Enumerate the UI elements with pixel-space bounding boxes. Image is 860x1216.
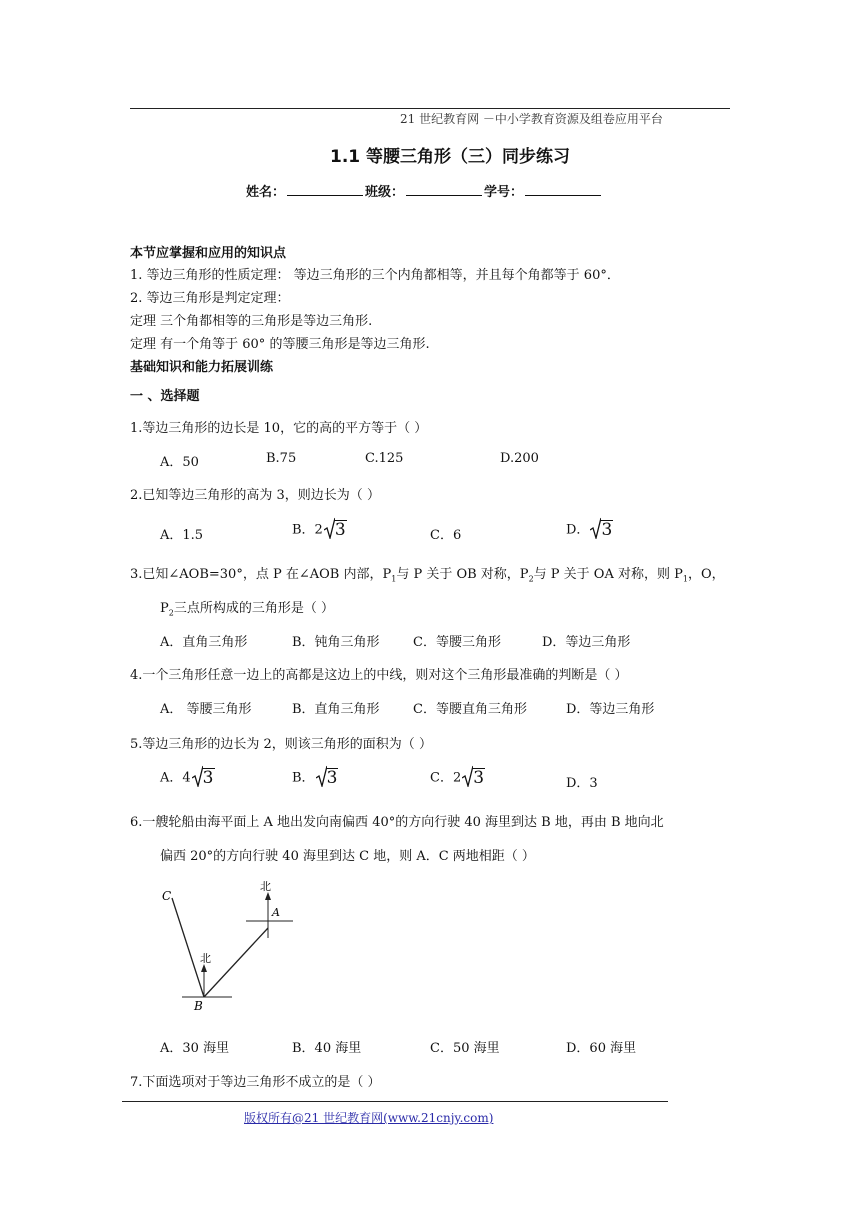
question-6-option-c: C．50 海里 [430,1041,500,1056]
knowledge-line-2: 2. 等边三角形是判定定理： [130,291,290,306]
footer-copyright-link[interactable]: 版权所有@21 世纪教育网(www.21cnjy.com) [244,1111,494,1125]
question-4-option-a: A． 等腰三角形 [160,702,252,717]
figure-label-north-top: 北 [260,880,271,893]
sqrt-symbol [192,765,215,787]
subscript: 1 [682,574,688,584]
question-3-stem-b: 与 P 关于 OB 对称，P [396,567,529,582]
question-3-stem-a: 3.已知∠AOB=30°，点 P 在∠AOB 内部，P [130,567,392,582]
figure-label-b: B [194,999,203,1013]
subscript: 1 [391,574,397,584]
question-5-option-c [430,765,485,787]
figure-label-north-bottom: 北 [200,952,211,965]
class-label: 班级： [365,185,405,200]
question-5-option-c-radicand: 3 [473,768,485,788]
question-5-option-a [160,765,215,787]
question-5-option-b [292,765,338,787]
sqrt-symbol [462,765,485,787]
question-1-option-d: D.200 [500,451,539,466]
question-4-option-b: B．直角三角形 [292,702,380,717]
question-5-stem: 5.等边三角形的边长为 2，则该三角形的面积为（ ） [130,737,432,752]
question-6-stem-line-1: 6.一艘轮船由海平面上 A 地出发向南偏西 40°的方向行驶 40 海里到达 B 地，再由 B 地向北 [130,815,664,830]
header-text: 21 世纪教育网 －中小学教育资源及组卷应用平台 [400,112,663,126]
sqrt-symbol [590,517,613,539]
question-5-option-d: D．3 [566,776,598,791]
question-3-stem-line-2 [160,597,334,618]
question-2-option-b-radicand: 3 [334,520,346,540]
question-3-option-a: A．直角三角形 [160,635,248,650]
question-2-option-b-prefix: B．2 [292,522,323,538]
question-1-stem: 1.等边三角形的边长是 10，它的高的平方等于（ ） [130,421,428,436]
question-6-option-a: A．30 海里 [160,1041,230,1056]
question-3-line2-b: 三点所构成的三角形是（ ） [173,601,334,616]
subscript: 2 [528,574,534,584]
sqrt-symbol [324,517,347,539]
name-label: 姓名： [246,185,286,200]
number-label: 学号： [484,185,524,200]
question-5-option-b-prefix: B． [292,770,315,786]
question-3-stem-line-1 [130,563,725,584]
student-info [246,181,603,200]
sqrt-symbol [316,765,339,787]
question-2-option-d [566,517,613,539]
knowledge-line-1: 1. 等边三角形的性质定理： 等边三角形的三个内角都相等，并且每个角都等于 60°． [130,268,620,283]
training-heading: 基础知识和能力拓展训练 [130,360,274,375]
question-5-option-a-prefix: A．4 [160,770,191,786]
footer-rule [122,1101,668,1102]
question-3-option-b: B．钝角三角形 [292,635,380,650]
question-1-option-a: A．50 [160,455,199,470]
question-2-option-b [292,517,347,539]
knowledge-line-4: 定理 有一个角等于 60° 的等腰三角形是等边三角形. [130,337,430,352]
question-6-option-d: D．60 海里 [566,1041,637,1056]
question-7-stem: 7.下面选项对于等边三角形不成立的是（ ） [130,1075,381,1090]
knowledge-line-3: 定理 三个角都相等的三角形是等边三角形. [130,314,373,329]
question-4-stem: 4.一个三角形任意一边上的高都是这边上的中线，则对这个三角形最准确的判断是（ ） [130,668,628,683]
question-6-stem-line-2: 偏西 20°的方向行驶 40 海里到达 C 地，则 A．C 两地相距（ ） [160,849,535,864]
question-3-stem-c: 与 P 关于 OA 对称，则 P [533,567,683,582]
arrowhead-icon [201,964,207,972]
figure-label-a: A [272,906,280,919]
number-blank[interactable] [525,183,601,196]
question-3-stem-d: ，O， [687,567,725,582]
subscript: 2 [168,608,174,618]
question-1-option-c: C.125 [365,451,404,466]
arrowhead-icon [265,892,271,900]
segment-ba [204,928,268,997]
question-2-option-a: A．1.5 [160,528,204,543]
question-3-option-d: D．等边三角形 [542,635,631,650]
question-6-figure [150,876,310,1016]
knowledge-heading: 本节应掌握和应用的知识点 [130,246,287,261]
question-5-option-c-prefix: C．2 [430,770,462,786]
question-3-option-c: C．等腰三角形 [413,635,501,650]
question-1-option-b: B.75 [266,451,297,466]
question-3-line2-a: P [160,601,169,616]
header-rule [130,108,730,109]
question-5-option-a-radicand: 3 [202,768,214,788]
question-4-option-d: D．等边三角形 [566,702,655,717]
question-4-option-c: C．等腰直角三角形 [413,702,527,717]
question-2-option-d-prefix: D． [566,522,590,538]
question-2-stem: 2.已知等边三角形的高为 3，则边长为（ ） [130,488,380,503]
question-2-option-c: C．6 [430,528,462,543]
question-2-option-d-radicand: 3 [601,520,613,540]
segment-cb [172,898,204,997]
figure-label-c: C [162,889,172,903]
class-blank[interactable] [406,183,482,196]
name-blank[interactable] [287,183,363,196]
question-5-option-b-radicand: 3 [326,768,338,788]
section-heading: 一 、选择题 [130,389,200,404]
page-title: 1.1 等腰三角形（三）同步练习 [330,147,571,167]
question-6-option-b: B．40 海里 [292,1041,362,1056]
